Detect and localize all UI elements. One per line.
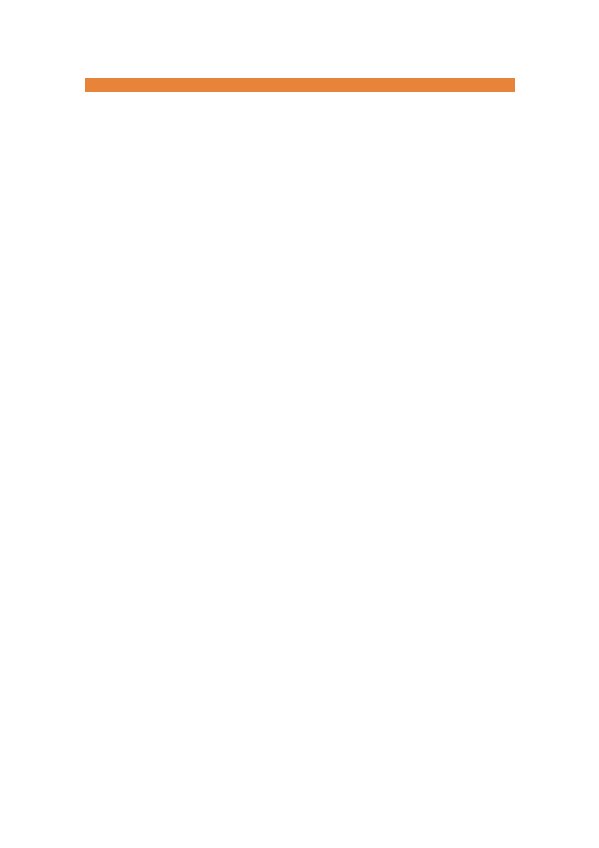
table-header-cell <box>372 78 515 92</box>
document-page <box>85 70 515 110</box>
table-header-cell <box>85 78 228 92</box>
table-header-row <box>85 78 515 92</box>
tel-comparison-table <box>85 78 515 92</box>
table-header-cell <box>228 78 371 92</box>
